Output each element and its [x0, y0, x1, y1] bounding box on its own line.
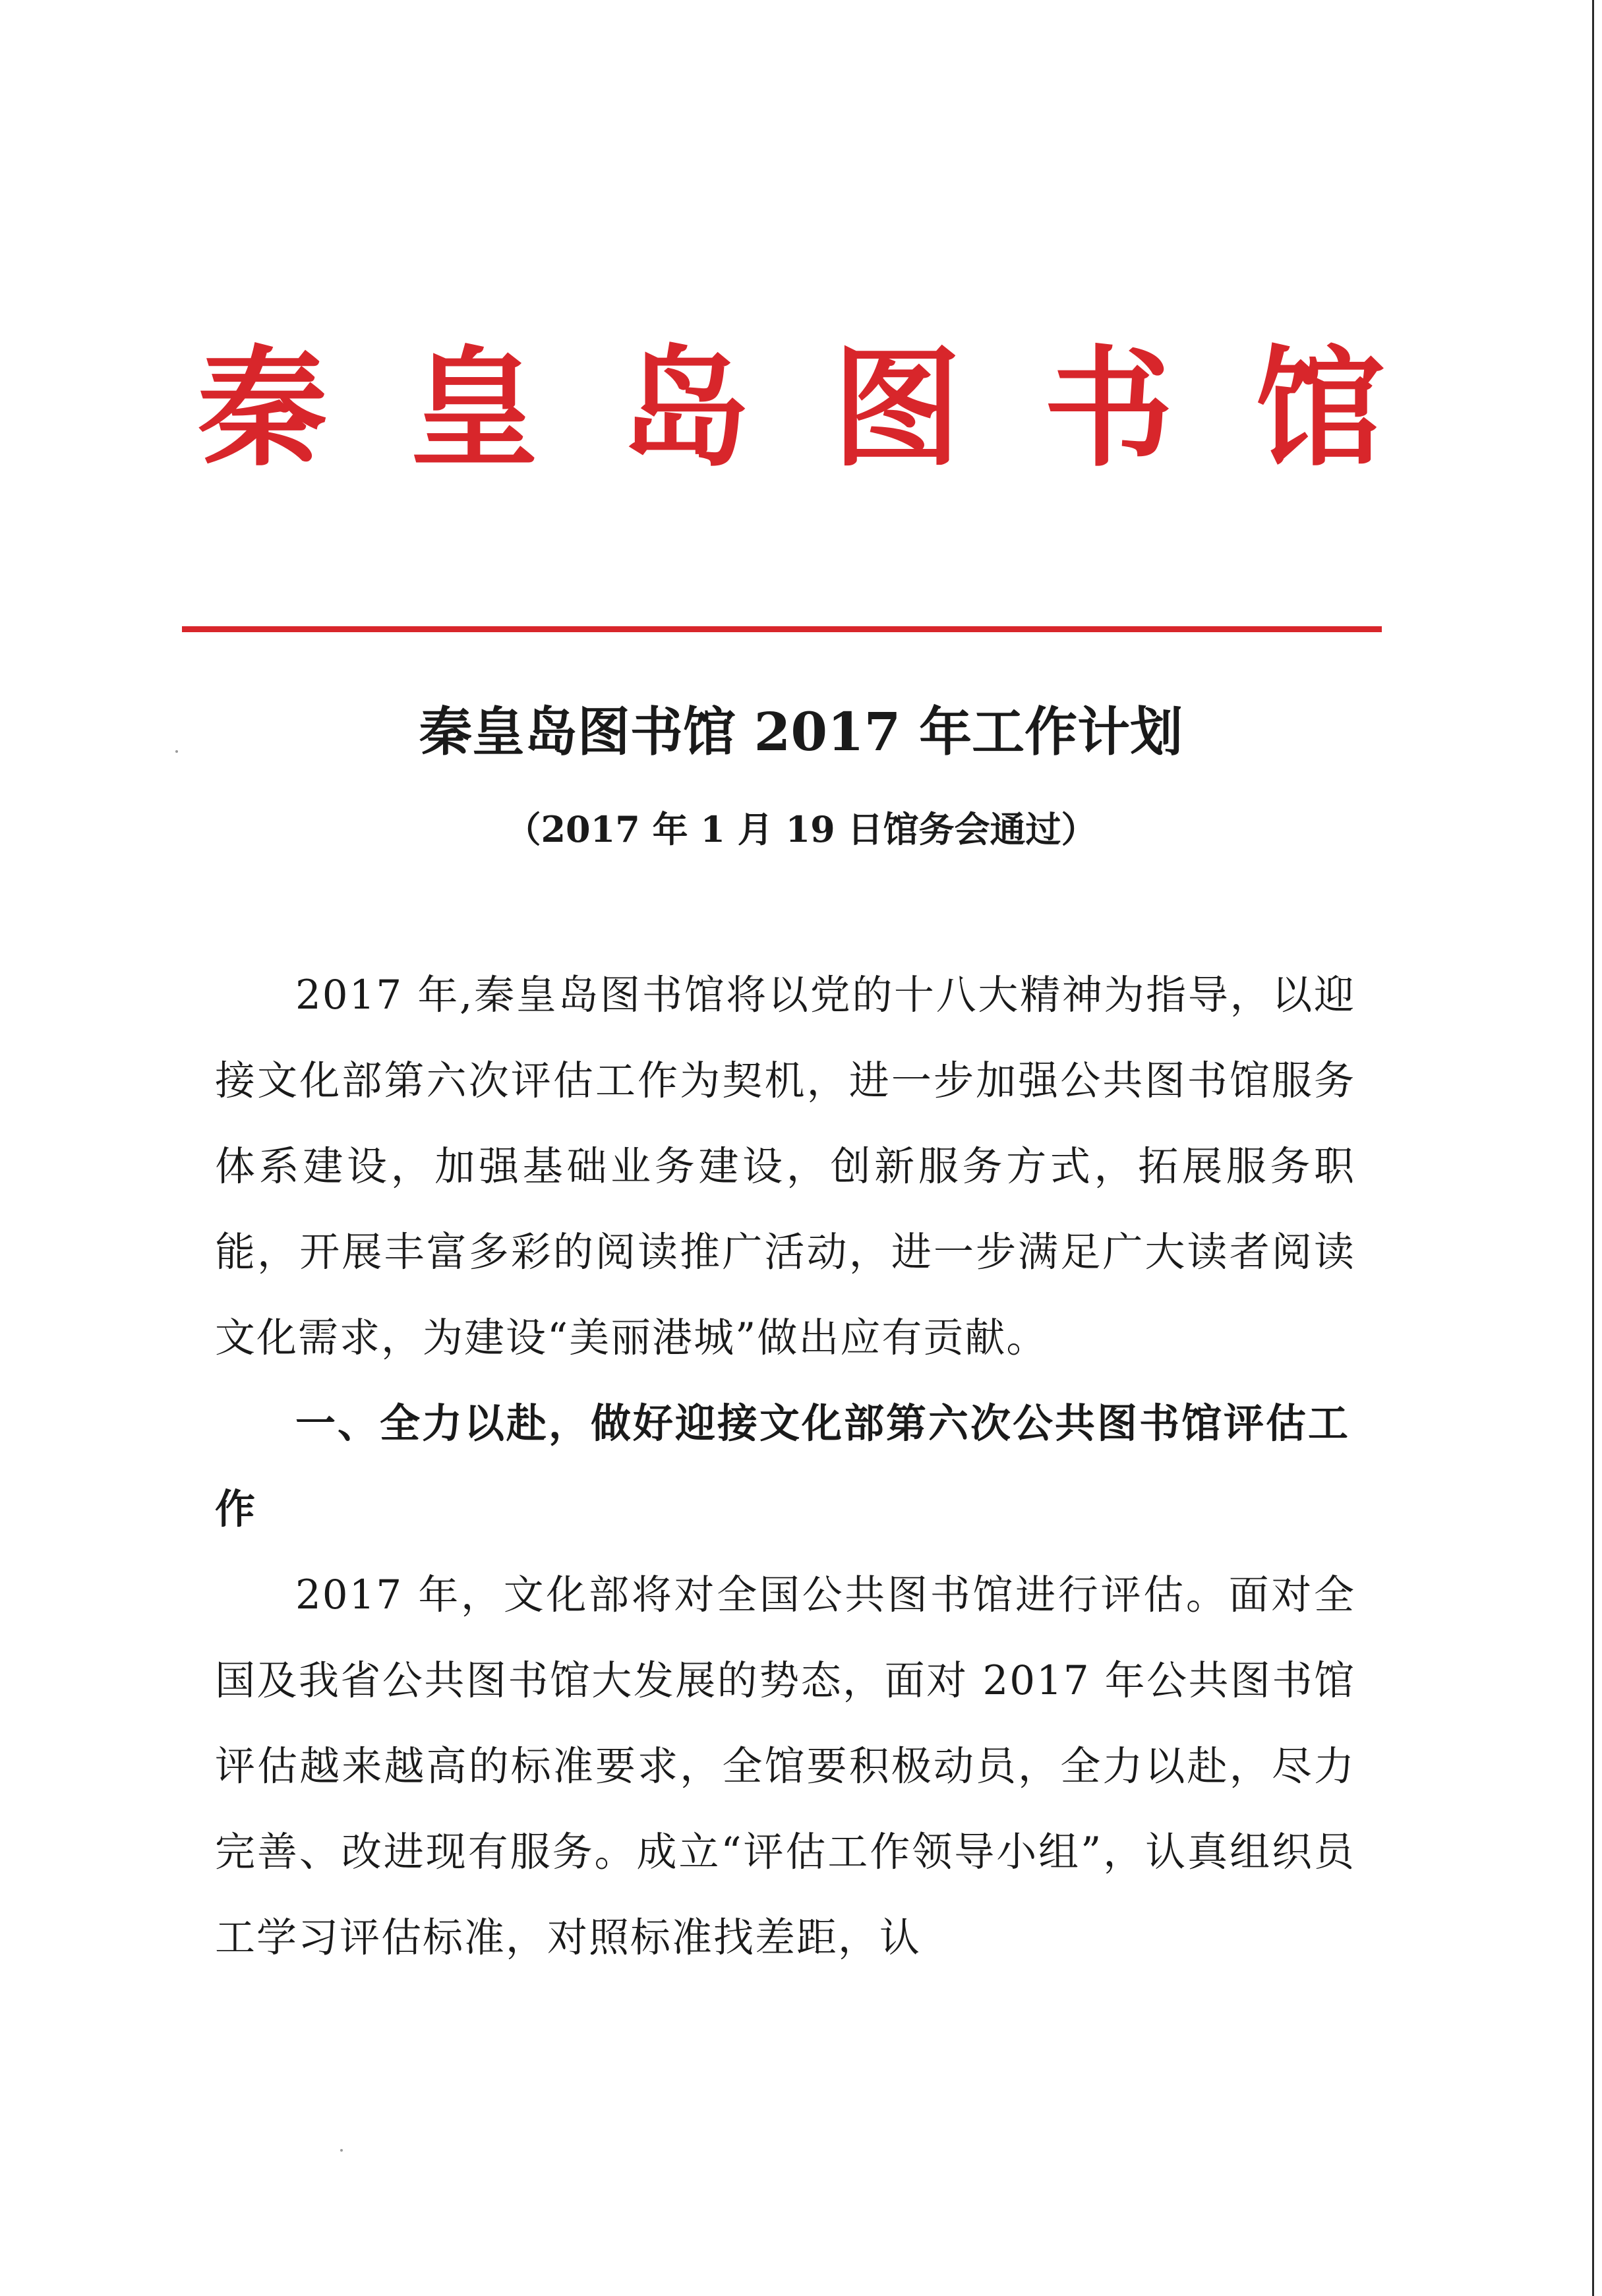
letterhead-red-rule: [182, 626, 1382, 632]
scan-speck: [175, 750, 178, 753]
masthead-char: 皇: [409, 333, 539, 485]
masthead-char: 书: [1044, 333, 1173, 485]
letterhead-masthead: [198, 333, 1384, 485]
scan-edge-line: [1592, 0, 1594, 2296]
scan-speck: [340, 2149, 343, 2152]
document-body: [215, 953, 1355, 1981]
document-title: 秦皇岛图书馆 2017 年工作计划: [419, 701, 1183, 763]
masthead-char: 岛: [620, 333, 750, 485]
masthead-char: 秦: [198, 333, 328, 485]
intro-paragraph: 2017 年,秦皇岛图书馆将以党的十八大精神为指导，以迎接文化部第六次评估工作为契机，进一步加强公共图书馆服务体系建设，加强基础业务建设，创新服务方式，拓展服务职能，开展丰富多彩的阅读推广活动，进一步满足广大读者阅读文化需求，为建设“美丽港城”做出应有贡献。: [215, 972, 1355, 1361]
masthead-char: 图: [832, 333, 962, 485]
document-subtitle: （2017 年 1 月 19 日馆务会通过）: [505, 808, 1097, 850]
section-heading: 一、全力以赴，做好迎接文化部第六次公共图书馆评估工作: [215, 1400, 1351, 1533]
masthead-char: 馆: [1255, 333, 1384, 485]
section-paragraph: 2017 年，文化部将对全国公共图书馆进行评估。面对全国及我省公共图书馆大发展的势态，面对 2017 年公共图书馆评估越来越高的标准要求，全馆要积极动员，全力以赴，尽力完善、改进现有服务。成立“评估工作领导小组”，认真组织员工学习评估标准，对照标准找差距，认: [215, 1572, 1355, 1961]
